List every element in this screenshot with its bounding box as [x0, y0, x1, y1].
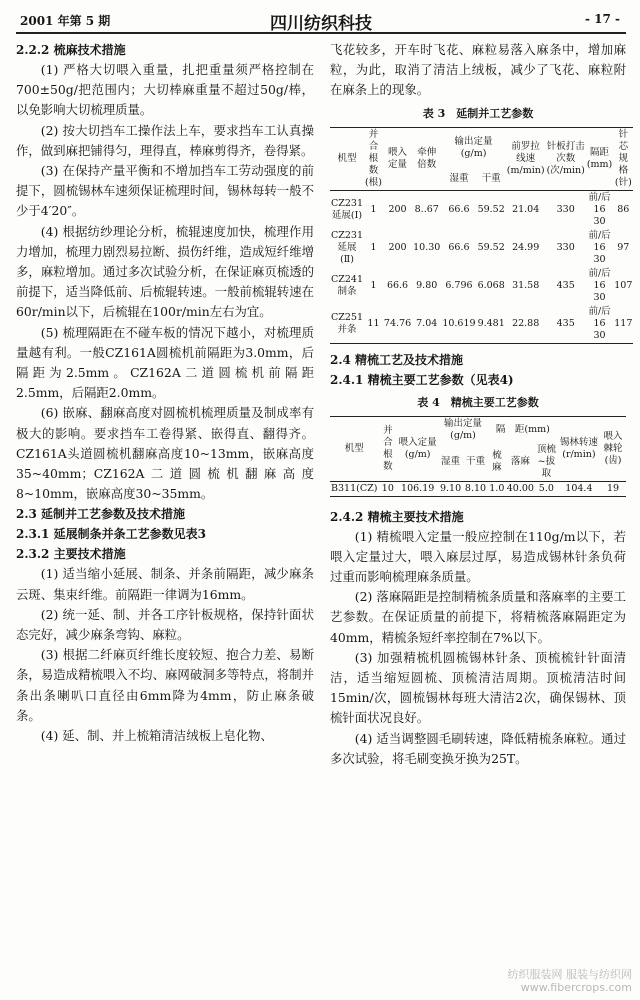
paragraph: (2) 统一延、制、并各工序针板规格，保持针面状态完好，减少麻条弯钩、麻粒。	[16, 606, 314, 643]
section-2-4-2	[330, 507, 626, 769]
table3	[330, 127, 633, 344]
page-number: - 17 -	[584, 12, 620, 26]
t3-gauge: 前/后16 30	[588, 305, 611, 341]
section-heading: 2.4 精梳工艺及技术措施	[330, 352, 464, 367]
t3-gauge: 前/后16 30	[588, 267, 611, 303]
t3-h-gauge: 隔距(mm)	[586, 146, 613, 170]
t3-strokes: 330	[556, 241, 575, 253]
t3-wet: 10.619	[442, 317, 476, 329]
t4-h-model: 机型	[344, 442, 364, 454]
paragraph: (6) 嵌麻、翻麻高度对圆梳机梳理质量及制成率有极大的影响。要求挡车工卷得紧、嵌得直、翻得齐。CZ161A头道圆梳机翻麻高度10~13mm，嵌麻高度35~40mm；CZ162A二道圆梳机翻麻高度8~10mm，嵌麻高度30~35mm。	[16, 405, 314, 502]
t4-dry: 8.10	[464, 482, 487, 494]
section-heading: 2.3.1 延展制条并条工艺参数见表3	[16, 527, 206, 542]
t3-strokes: 435	[556, 279, 575, 291]
t3-speed: 24.99	[512, 241, 540, 253]
t3-h-dry: 干重	[481, 172, 501, 184]
t4-h-feed: 喂入定量(g/m)	[398, 436, 437, 460]
continued-paragraph: 飞花较多，开车时飞花、麻粒易落入麻条中，增加麻粒，为此，取消了清洁上绒板，减少了飞花、麻粒附在麻条上的现象。	[330, 42, 626, 98]
paragraph: (1) 精梳喂入定量一般应控制在110g/m以下，若喂入定量过大，喂入麻层过厚，易造成锡林针条负荷过重而影响梳理麻条质量。	[330, 528, 626, 585]
t4-h-teeth: 喂入棘轮(齿)	[603, 430, 623, 466]
t4-h-out: 输出定量(g/m)	[444, 417, 483, 441]
section-heading: 2.3.2 主要技术措施	[16, 547, 126, 562]
t3-model: CZ231延展(Ⅱ)	[331, 229, 364, 265]
paragraph: (3) 根据二纤麻页纤维长度较短、抱合力差、易断条，易造成精梳喂入不均、麻网破洞多等特点，将制并条出条喇叭口直径由6mm降为4mm，防止麻条破条。	[16, 647, 314, 723]
t3-wet: 66.6	[448, 241, 470, 253]
t3-h-speed: 前罗拉线速(m/min)	[506, 140, 545, 176]
t3-h-model: 机型	[337, 152, 357, 164]
t4-h-wet: 湿重	[441, 455, 461, 467]
t3-dry: 6.068	[477, 279, 505, 291]
left-column	[16, 40, 314, 746]
t4-drop: 40.00	[506, 482, 534, 494]
t3-speed: 31.58	[512, 279, 540, 291]
t3-doubling: 11	[367, 317, 380, 329]
t3-h-draft: 牵伸倍数	[417, 146, 437, 170]
t3-pins: 86	[617, 203, 630, 215]
table-row	[330, 267, 633, 305]
t3-feed: 200	[388, 203, 407, 215]
t3-doubling: 1	[370, 241, 377, 253]
t3-doubling: 1	[370, 279, 377, 291]
t4-model: B311(CZ)	[331, 482, 378, 494]
t3-feed: 66.6	[386, 279, 409, 291]
t4-h-drop: 落麻	[510, 455, 530, 467]
journal-title: 四川纺织科技	[270, 14, 372, 34]
issue-label: 2001 年第 5 期	[20, 14, 111, 28]
t3-model: CZ231延展(Ⅰ)	[331, 197, 364, 221]
t3-pins: 107	[614, 279, 633, 291]
t3-doubling: 1	[370, 203, 377, 215]
t3-h-doubling: 并合根数(根)	[365, 128, 382, 188]
t3-draft: 10.30	[413, 241, 441, 253]
t3-draft: 8..67	[414, 203, 439, 215]
t3-gauge: 前/后16 30	[588, 191, 611, 227]
t3-h-out: 输出定量(g/m)	[454, 135, 493, 159]
watermark	[508, 968, 633, 994]
watermark-line2: www.fibercrops.com	[520, 981, 632, 994]
t4-doubling: 10	[381, 482, 394, 494]
t3-wet: 6.796	[445, 279, 473, 291]
right-column	[330, 40, 633, 769]
t4-feed: 106.19	[401, 482, 435, 494]
t3-h-pins: 针芯规格(针)	[614, 128, 632, 188]
t3-wet: 66.6	[448, 203, 470, 215]
t4-h-cyl: 锡林转速(r/min)	[559, 436, 598, 460]
t4-wet: 9.10	[439, 482, 462, 494]
paragraph: (4) 适当调整圆毛刷转速，降低精梳条麻粒。通过多次试验，将毛刷变换牙换为25T。	[330, 730, 626, 766]
t3-h-strokes: 针板打击次数(次/min)	[546, 140, 585, 176]
t4-h-doubling: 并合根数	[383, 424, 393, 472]
t3-model: CZ251并条	[331, 311, 364, 335]
t3-draft: 9.80	[416, 279, 438, 291]
t3-gauge: 前/后16 30	[588, 229, 611, 265]
t4-h-gauge: 隔 距(mm)	[495, 423, 550, 435]
t3-pins: 117	[614, 317, 633, 329]
table-row	[330, 481, 626, 496]
table3-caption: 表 3 延制并工艺参数	[422, 106, 534, 120]
paragraph: (3) 在保持产量平衡和不增加挡车工劳动强度的前提下，圆梳锡林车速须保证梳理时间，锡林每转一般不少于4′20″。	[16, 163, 314, 219]
watermark-line1: 纺织服装网 服装与纺织网	[507, 968, 632, 981]
t3-h-feed: 喂入定量	[388, 146, 408, 170]
t3-strokes: 330	[556, 203, 575, 215]
t3-h-wet: 湿重	[449, 172, 469, 184]
t3-dry: 59.52	[477, 203, 505, 215]
t3-model: CZ241制条	[331, 273, 364, 297]
paragraph: (4) 根据纺纱理论分析，梳辊速度加快，梳理作用力增加，梳理力剧烈易拉断、损伤纤维，造成短纤维增多，麻粒增加。通过多次试验分析，在保证麻页梳透的前提下，适当降低前、后梳辊转速。一般前梳辊转速在60r/min以下，后梳辊在100r/min左右为宜。	[16, 223, 314, 320]
t4-h-comb: 梳麻	[492, 449, 502, 473]
table4	[330, 416, 626, 497]
t3-dry: 59.52	[477, 241, 505, 253]
t3-feed: 74.76	[383, 317, 412, 329]
t4-cyl: 104.4	[565, 482, 593, 494]
t4-comb: 1.0	[489, 482, 505, 494]
table-row	[330, 190, 633, 229]
paragraph: (4) 延、制、并上梳箱清洁绒板上皂化物、	[40, 728, 273, 744]
table4-caption: 表 4 精梳主要工艺参数	[417, 395, 539, 409]
section-heading: 2.4.1 精梳主要工艺参数（见表4)	[330, 372, 514, 387]
t3-feed: 200	[388, 241, 407, 253]
paragraph: (1) 严格大切喂入重量，扎把重量须严格控制在700±50g/把范围内；大切棒麻重量不超过50g/棒，以免影响大切梳理质量。	[16, 62, 314, 118]
section-heading: 2.4.2 精梳主要技术措施	[330, 509, 464, 524]
t3-speed: 22.88	[512, 317, 540, 329]
t4-teeth: 19	[606, 482, 620, 494]
section-heading: 2.3 延制并工艺参数及技术措施	[16, 507, 186, 522]
t3-draft: 7.04	[416, 317, 438, 329]
t4-h-top: 顶梳~拔取	[536, 443, 556, 479]
t3-pins: 97	[617, 241, 630, 253]
paragraph: (5) 梳理隔距在不碰车板的情况下越小，对梳理质量越有利。一般CZ161A圆梳机前隔距为3.0mm，后隔距为2.5mm。CZ162A二道圆梳机前隔距2.5mm，后隔距2.0mm。	[16, 324, 314, 401]
paragraph: (2) 落麻隔距是控制精梳条质量和落麻率的主要工艺参数。在保证质量的前提下，将精梳落麻隔距定为40mm，精梳条短纤率控制在7%以下。	[330, 589, 626, 645]
t4-h-dry: 干重	[465, 455, 485, 467]
section-2-4	[330, 350, 626, 390]
paragraph: (3) 加强精梳机圆梳锡林针条、顶梳梳针针面清洁，适当缩短圆梳、顶梳清洁周期。顶梳清洁时间15min/次，圆梳锡林每班大清洁2次，确保锡林、顶梳针面状况良好。	[330, 649, 626, 726]
page-header	[16, 8, 626, 34]
t3-speed: 21.04	[512, 203, 540, 215]
paragraph: (2) 按大切挡车工操作法上车，要求挡车工认真操作，做到麻把铺得匀，理得直，棒麻剪得齐，卷得紧。	[16, 122, 314, 158]
paragraph: (1) 适当缩小延展、制条、并条前隔距，减少麻条云斑、集束纤维。前隔距一律调为16mm。	[16, 566, 314, 602]
t4-top: 5.0	[538, 482, 554, 494]
table-row	[330, 229, 633, 267]
t3-strokes: 435	[556, 317, 575, 329]
table-row	[330, 305, 633, 344]
table3-body	[330, 190, 633, 343]
section-heading: 2.2.2 梳麻技术措施	[16, 43, 126, 57]
t3-dry: 9.481	[477, 317, 505, 329]
